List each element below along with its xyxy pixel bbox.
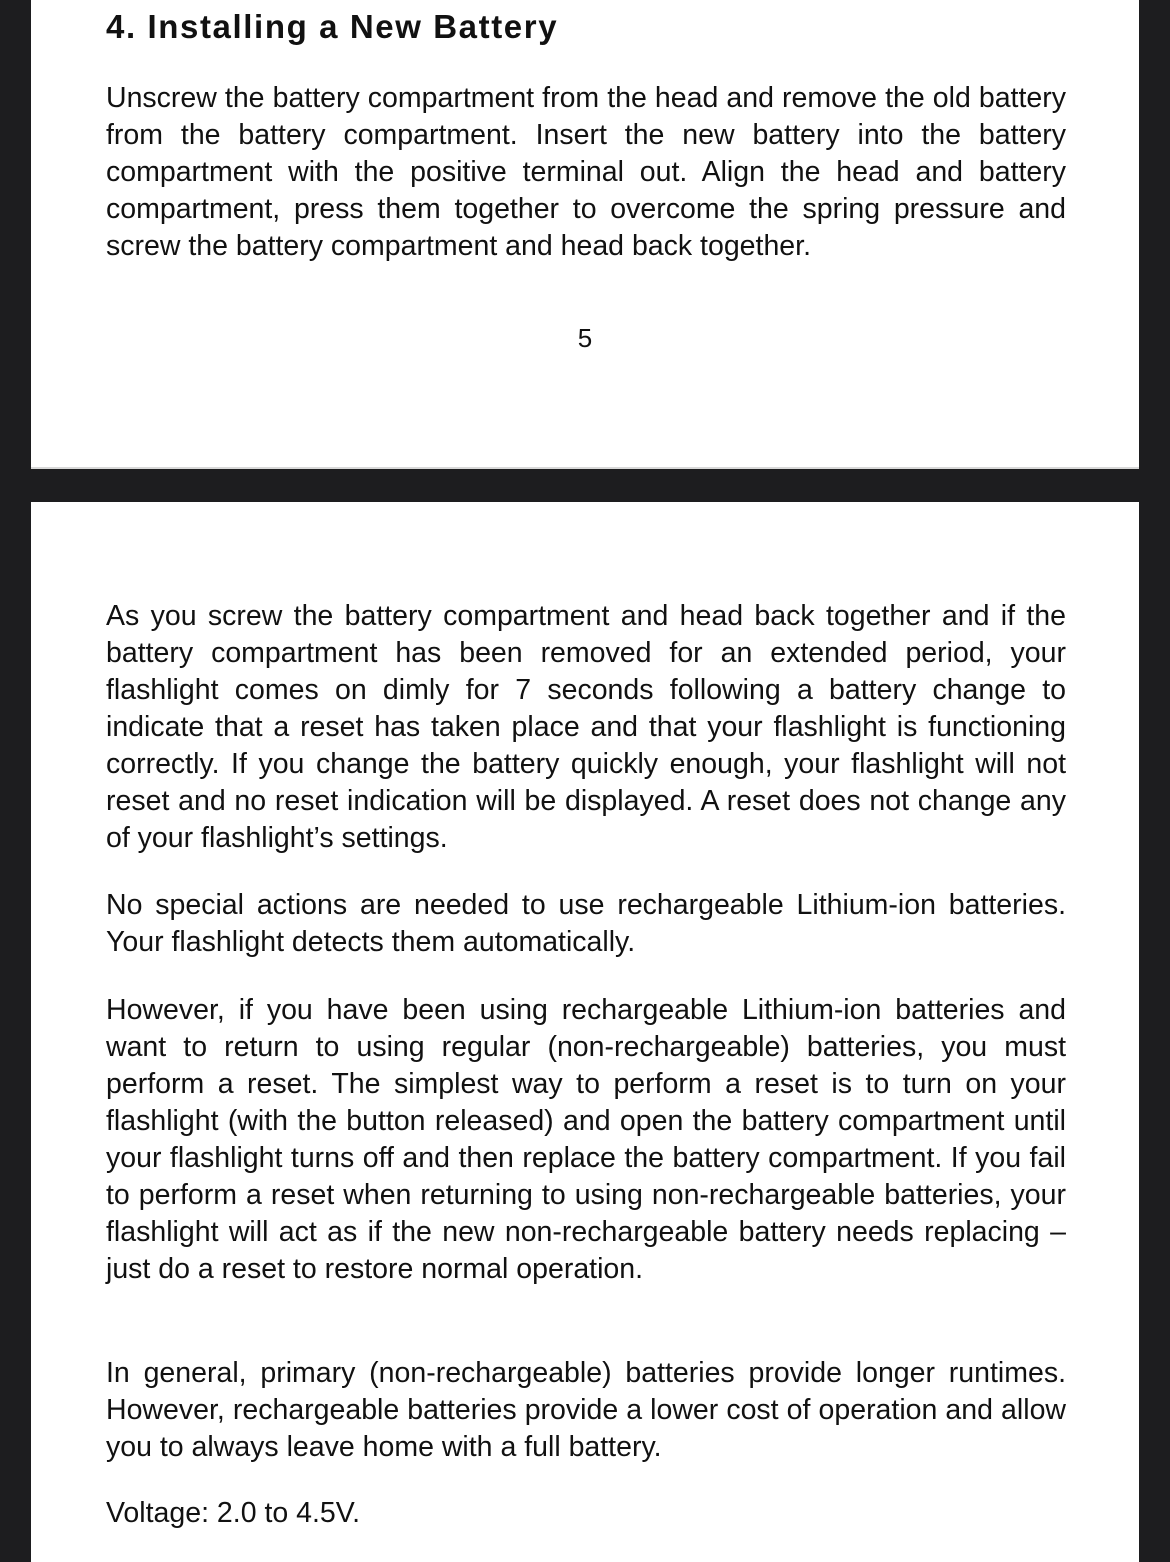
section-heading: 4. Installing a New Battery bbox=[106, 8, 559, 45]
voltage-paragraph: Voltage: 2.0 to 4.5V. bbox=[106, 1497, 361, 1529]
installation-paragraph: Unscrew the battery compartment from the head and remove the old battery from the battery compartment. Insert the new battery into the battery compartment with the positive terminal out. Align the head and battery compartment, press them together to overcome the spring pressure and screw the battery compartment and head back together. bbox=[106, 82, 1066, 262]
document-page-top bbox=[31, 0, 1139, 469]
lithium-ion-paragraph: No special actions are needed to use rechargeable Lithium-ion batteries. Your flashlight detects them automatically. bbox=[106, 889, 1066, 958]
reset-indication-paragraph: As you screw the battery compartment and head back together and if the battery compartment has been removed for an extended period, your flashlight comes on dimly for 7 seconds following a battery change to indicate that a reset has taken place and that your flashlight is functioning correctly. If you change the battery quickly enough, your flashlight will not reset and no reset indication will be displayed. A reset does not change any of your flashlight’s settings. bbox=[106, 600, 1066, 854]
document-page-bottom bbox=[31, 502, 1139, 1562]
page-number: 5 bbox=[577, 323, 593, 353]
perform-reset-paragraph: However, if you have been using rechargeable Lithium-ion batteries and want to return to using regular (non-rechargeable) batteries, you must perform a reset. The simplest way to perform a reset is to turn on your flashlight (with the button released) and open the battery compartment until your flashlight turns off and then replace the battery compartment. If you fail to perform a reset when returning to using non-rechargeable batteries, your flashlight will act as if the new non-rechargeable battery needs replacing – just do a reset to restore normal operation. bbox=[106, 994, 1066, 1285]
battery-comparison-paragraph: In general, primary (non-rechargeable) batteries provide longer runtimes. However, rechargeable batteries provide a lower cost of operation and allow you to always leave home with a full battery. bbox=[106, 1357, 1066, 1463]
